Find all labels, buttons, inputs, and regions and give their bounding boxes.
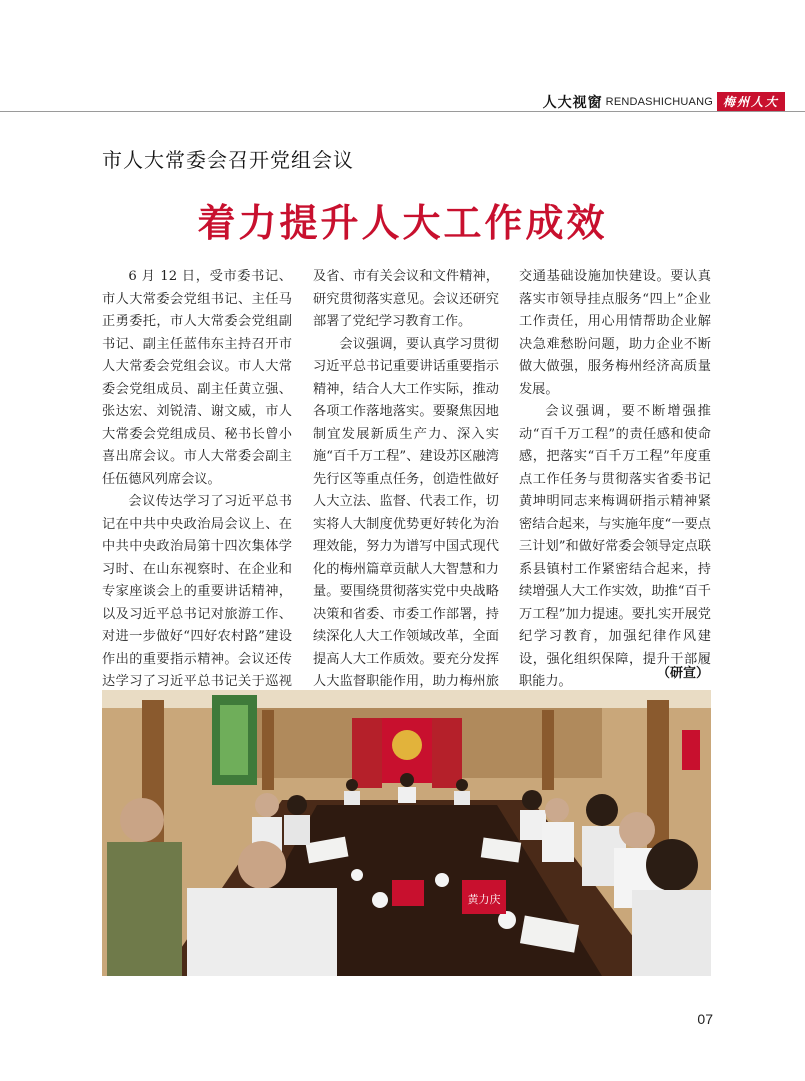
text-column-1 bbox=[102, 266, 292, 716]
text-column-3 bbox=[519, 266, 711, 694]
byline: （研宣） bbox=[656, 666, 709, 681]
paragraph: 会议传达学习了习近平总书记在中共中央政治局会议上、在中共中央政治局第十四次集体学习时、在山东视察时、在企业和专家座谈会上的重要讲话精神，以及习近平总书记对旅游工作、对进一步做好“四好农村路”建设作出的重要指示精神。会议还传达学习了习近平总书记关于巡视 bbox=[102, 494, 292, 689]
nameplate-name: 黄力庆 bbox=[467, 893, 501, 906]
paragraph: 6 月 12 日，受市委书记、市人大常委会党组书记、主任马正勇委托，市人大常委会党组副书记、副主任蓝伟东主持召开市人大常委会党组会议。市人大常委会党组成员、副主任黄立强、张达宏、刘锐清、谢文威，市人大常委会党组成员、秘书长曾小喜出席会议。市人大常委会副主任伍德风列席会议。 bbox=[102, 269, 292, 487]
page-number: 07 bbox=[697, 1011, 713, 1027]
paragraph: 会议强调，要认真学习贯彻习近平总书记重要讲话重要指示精神，结合人大工作实际，推动各项工作落地落实。要聚焦因地制宜发展新质生产力、深入实施“百千万工程”、建设苏区融湾先行区等重点任务，创造性做好人大立法、监督、代表工作，切实将人大制度优势更好转化为治理效能，努力为谱写中国式现代化的梅州篇章贡献人大智慧和力量。要围绕贯彻落实党中央战略决策和省委、市委工作部署，持续深化人大工作领域改革，全面提高人大工作质效。要充分发挥人大监督职能作用，助力梅州旅 bbox=[313, 336, 499, 689]
paragraph: 及省、市有关会议和文件精神，研究贯彻落实意见。会议还研究部署了党纪学习教育工作。 bbox=[313, 269, 499, 329]
national-emblem-icon bbox=[392, 730, 422, 760]
article-headline: 着力提升人大工作成效 bbox=[197, 200, 608, 245]
section-pinyin: RENDASHICHUANG bbox=[605, 96, 713, 108]
header-rule bbox=[0, 111, 805, 112]
section-header bbox=[543, 91, 785, 113]
paragraph: 会议强调，要不断增强推动“百千万工程”的责任感和使命感，把落实“百千万工程”年度重点工作任务与贯彻落实省委书记黄坤明同志来梅调研指示精神紧密结合起来，与实施年度“一要点三计划”和做好常委会领导定点联系县镇村工作紧密结合起来，持续增强人大工作实效，助推“百千万工程”加力提速。要扎实开展党纪学习教育，加强纪律作风建设，强化组织保障，提升干部履职能力。 bbox=[519, 404, 711, 689]
article-kicker: 市人大常委会召开党组会议 bbox=[102, 148, 354, 172]
publication-badge: 梅州人大 bbox=[717, 92, 785, 112]
section-title: 人大视窗 bbox=[542, 95, 603, 111]
text-column-2 bbox=[313, 266, 499, 716]
meeting-photo bbox=[102, 690, 711, 976]
paragraph: 交通基础设施加快建设。要认真落实市领导挂点服务“四上”企业工作责任，用心用情帮助企业解决急难愁盼问题，助力企业不断做大做强，服务梅州经济高质量发展。 bbox=[519, 269, 711, 397]
